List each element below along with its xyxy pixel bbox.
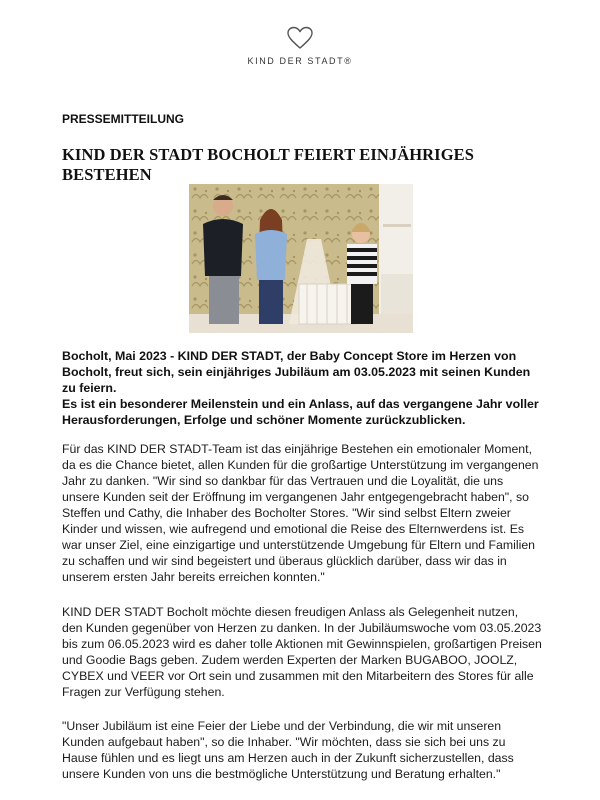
lead-paragraph (62, 348, 540, 428)
team-photo-illustration (189, 184, 413, 333)
brand-wordmark: KIND DER STADT® (247, 56, 353, 66)
page-title: KIND DER STADT BOCHOLT FEIERT EINJÄHRIGES BESTEHEN (62, 145, 475, 184)
heart-outline-icon (286, 26, 314, 50)
body-paragraph-2 (62, 604, 542, 700)
body-paragraph-1-text: Für das KIND DER STADT-Team ist das einjährige Bestehen ein emotionaler Moment, da es die Chance bietet, allen Kunden für die großartige Unterstützung im vergangenen Jahr zu danken. "Wir sind so dankbar für das Vertrauen und die Loyalität, die uns unsere Kunden seit der Eröffnung im vergangenen Jahr entgegengebracht haben", so Steffen und Cathy, die Inhaber des Bocholter Stores. "Wir sind selbst Eltern zweier Kinder und wissen, wie aufregend und emotional die Reise des Elternwerdens ist. Es war unser Ziel, eine einzigartige und unterstützende Umgebung für Eltern und Familien zu schaffen und wir sind begeistert und überaus glücklich darüber, dass wir das in unserem ersten Jahr bereits erreichen konnten." (62, 442, 539, 584)
press-release-label: PRESSEMITTEILUNG (62, 112, 185, 126)
body-paragraph-3-text: "Unser Jubiläum ist eine Feier der Liebe und der Verbindung, die wir mit unseren Kunden aufgebaut haben", so die Inhaber. "Wir möchten, dass sie sich bei uns zu Hause fühlen und es liegt uns am Herzen auch in der Zukunft sicherzustellen, dass unsere Kunden von uns die bestmögliche Unterstützung und Beratung erhalten." (62, 719, 514, 781)
body-paragraph-3 (62, 718, 542, 782)
lead-paragraph-2: Es ist ein besonderer Meilenstein und ein Anlass, auf das vergangene Jahr voller Herausforderungen, Erfolge und schöner Momente zurückzublicken. (62, 397, 539, 427)
lead-paragraph-1: Bocholt, Mai 2023 - KIND DER STADT, der Baby Concept Store im Herzen von Bocholt, freut sich, sein einjähriges Jubiläum am 03.05.2023 mit seinen Kunden zu feiern. (62, 349, 531, 395)
body-paragraph-1 (62, 441, 542, 585)
team-photo (189, 184, 413, 333)
brand-logo (0, 26, 600, 66)
body-paragraph-2-text: KIND DER STADT Bocholt möchte diesen freudigen Anlass als Gelegenheit nutzen, den Kunden gegenüber von Herzen zu danken. In der Jubiläumswoche vom 03.05.2023 bis zum 06.05.2023 wird es daher tolle Aktionen mit Gewinnspielen, großartigen Preisen und Goodie Bags geben. Zudem werden Experten der Marken BUGABOO, JOOLZ, CYBEX und VEER vor Ort sein und zusammen mit den Mitarbeitern des Stores für alle Fragen zur Verfügung stehen. (62, 605, 542, 699)
